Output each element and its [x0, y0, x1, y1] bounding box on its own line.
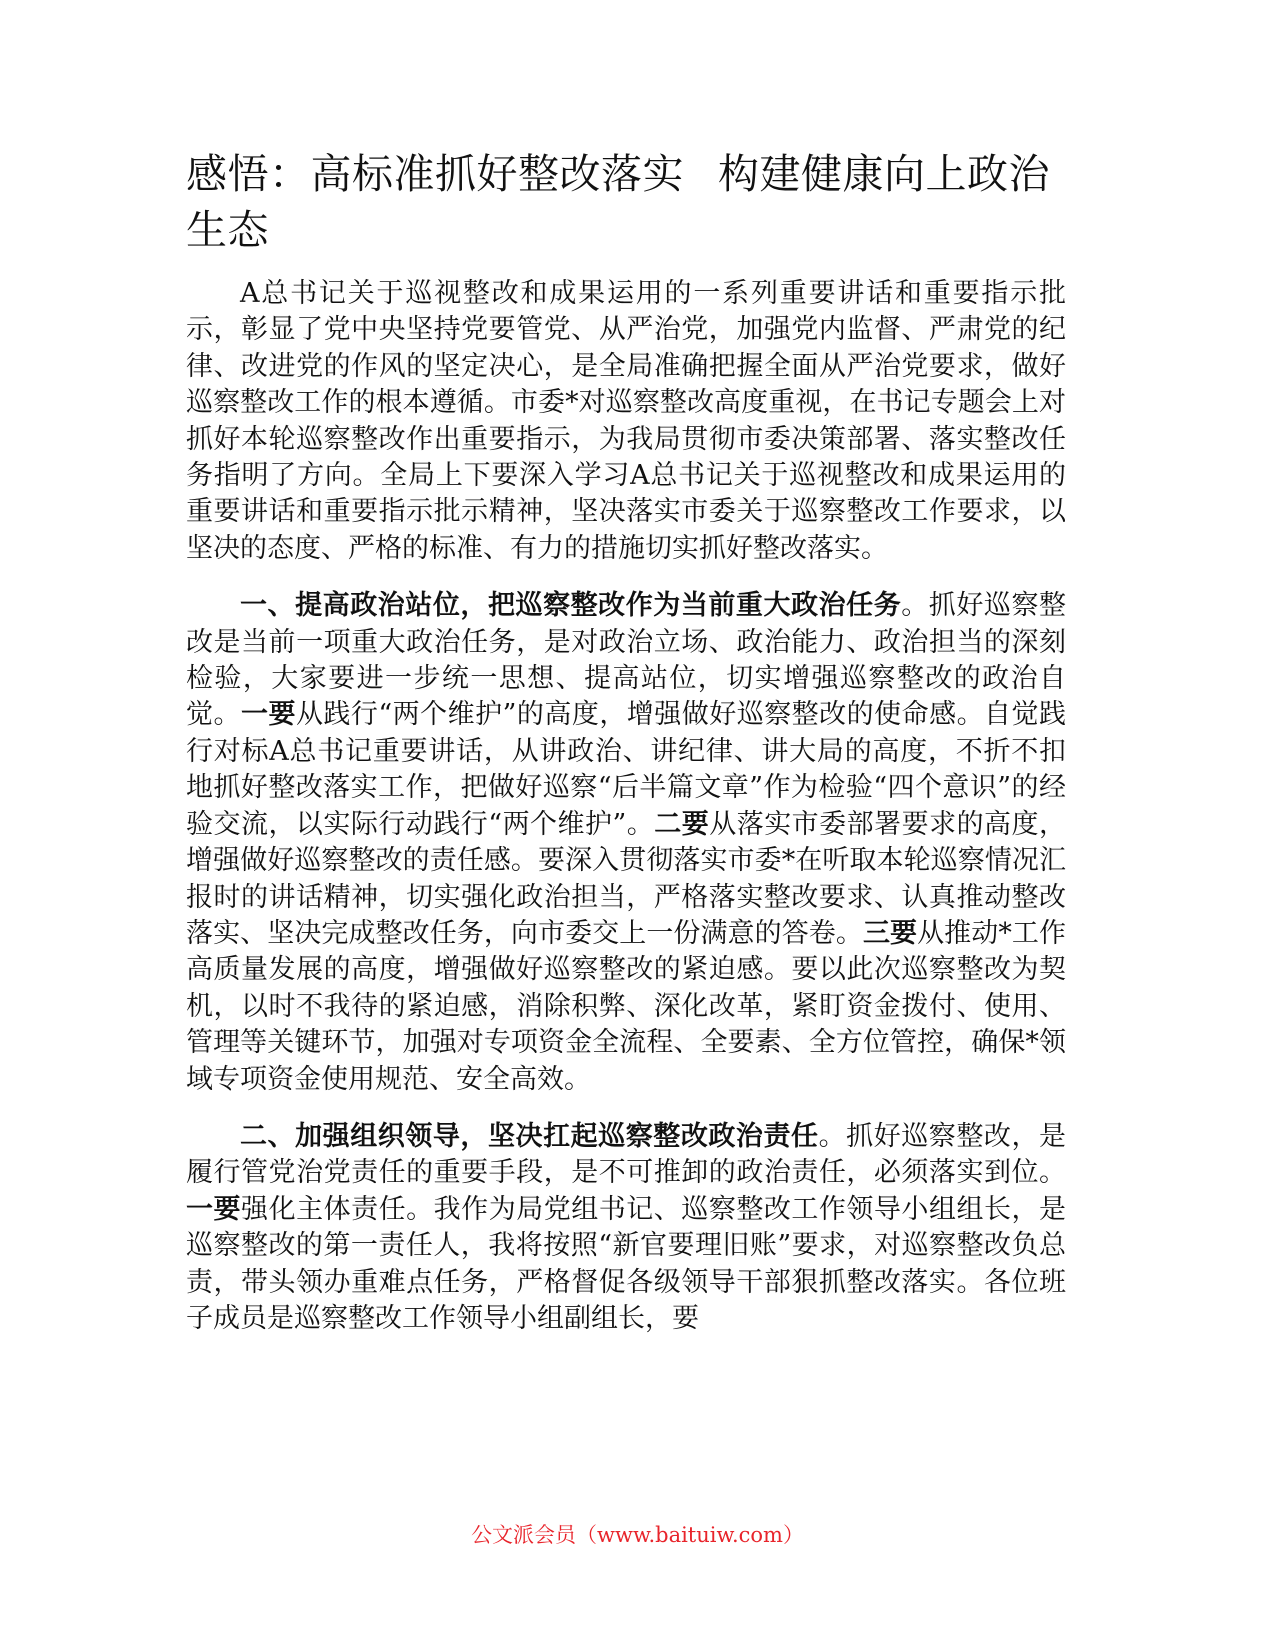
footer-watermark: 公文派会员（www.baituiw.com） — [471, 1523, 804, 1547]
section-1-heading: 一、提高政治站位，把巡察整改作为当前重大政治任务 — [240, 590, 902, 622]
section-2-paragraph — [186, 1119, 1066, 1337]
section-2-point-1-text: 强化主体责任。我作为局党组书记、巡察整改工作领导小组组长，是巡察整改的第一责任人，我将按照“新官要理旧账”要求，对巡察整改负总责，带头领办重难点任务，严格督促各级领导干部狠抓整改落实。各位班子成员是巡察整改工作领导小组副组长，要 — [186, 1193, 1067, 1334]
section-1-point-3-label: 三要 — [862, 917, 918, 949]
section-1-point-3-text: 从推动*工作高质量发展的高度，增强做好巡察整改的紧迫感。要以此次巡察整改为契机，以时不我待的紧迫感，消除积弊、深化改革，紧盯资金拨付、使用、管理等关键环节，加强对专项资金全流程、全要素、全方位管控，确保*领域专项资金使用规范、安全高效。 — [186, 917, 1066, 1095]
section-1-point-1-label: 一要 — [240, 699, 296, 731]
title-part-1: 感悟：高标准抓好整改落实 — [186, 150, 684, 198]
document-title — [186, 146, 1066, 258]
section-2-heading: 二、加强组织领导，坚决扛起巡察整改政治责任 — [240, 1120, 819, 1152]
section-1-point-1-text: 从践行“两个维护”的高度，增强做好巡察整改的使命感。自觉践行对标A总书记重要讲话，从讲政治、讲纪律、讲大局的高度，不折不扣地抓好整改落实工作，把做好巡察“后半篇文章”作为检验“四个意识”的经验交流，以实际行动践行“两个维护”。 — [186, 699, 1067, 840]
section-2-lead: 。抓好巡察整改，是履行管党治党责任的重要手段，是不可推卸的政治责任，必须落实到位。 — [186, 1120, 1067, 1189]
intro-paragraph: A总书记关于巡视整改和成果运用的一系列重要讲话和重要指示批示，彰显了党中央坚持党要管党、从严治党，加强党内监督、严肃党的纪律、改进党的作风的坚定决心，是全局准确把握全面从严治党要求，做好巡察整改工作的根本遵循。市委*对巡察整改高度重视，在书记专题会上对抓好本轮巡察整改作出重要指示，为我局贯彻市委决策部署、落实整改任务指明了方向。全局上下要深入学习A总书记关于巡视整改和成果运用的重要讲话和重要指示批示精神，坚决落实市委关于巡察整改工作要求，以坚决的态度、严格的标准、有力的措施切实抓好整改落实。 — [186, 278, 1066, 564]
title-part-2: 构建健康向上政治生态 — [186, 150, 1050, 254]
section-1-lead: 。抓好巡察整改是当前一项重大政治任务，是对政治立场、政治能力、政治担当的深刻检验，大家要进一步统一思想、提高站位，切实增强巡察整改的政治自觉。 — [186, 590, 1067, 731]
document-body — [186, 276, 1066, 1337]
section-1-point-2-text: 从落实市委部署要求的高度，增强做好巡察整改的责任感。要深入贯彻落实市委*在听取本轮巡察情况汇报时的讲话精神，切实强化政治担当，严格落实整改要求、认真推动整改落实、坚决完成整改任务，向市委交上一份满意的答卷。 — [186, 808, 1067, 949]
section-1-paragraph — [186, 588, 1066, 1098]
section-2-point-1-label: 一要 — [186, 1193, 242, 1225]
section-1-point-2-label: 二要 — [654, 808, 710, 840]
